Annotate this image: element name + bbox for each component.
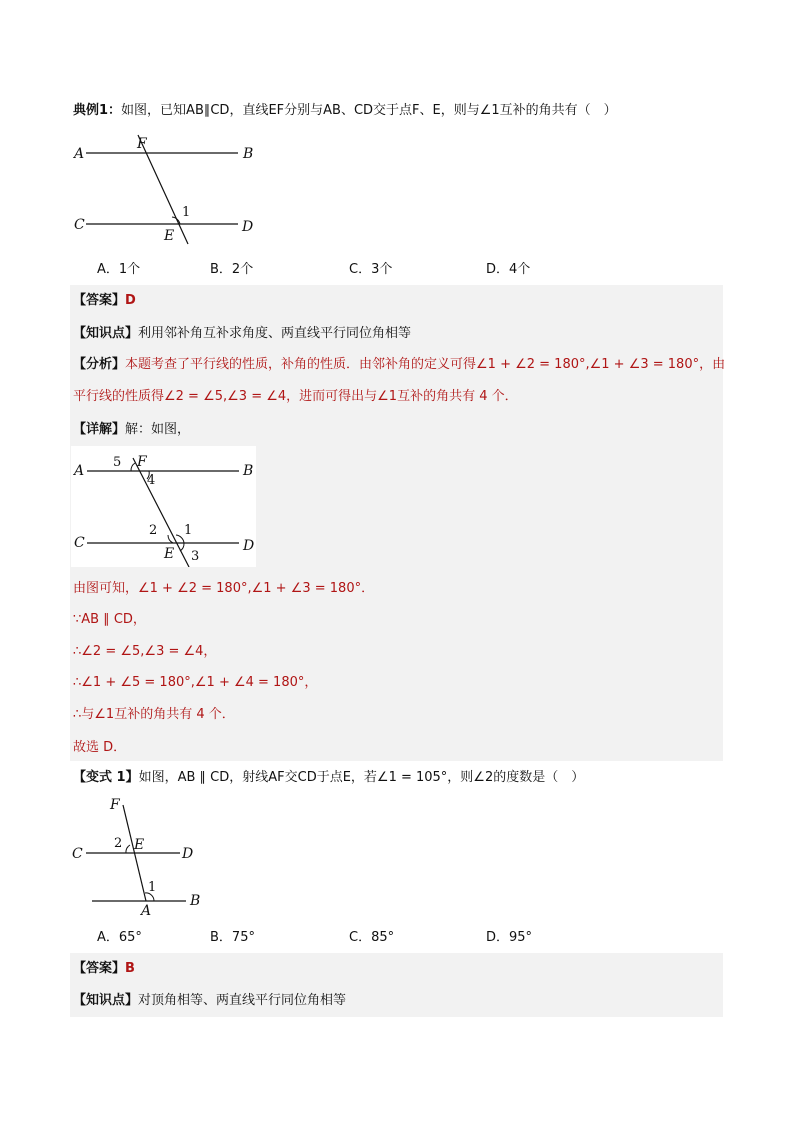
label-f: F (137, 136, 147, 152)
variant-label-b: B (190, 893, 201, 909)
detail-label-a: A (74, 463, 85, 479)
example1-option-c[interactable]: C．3个 (349, 262, 393, 277)
detail-tag: 【详解】 (73, 422, 126, 437)
example1-detail-figure (71, 446, 256, 567)
variant1-option-d[interactable]: D．95° (486, 930, 533, 945)
analysis-text-1: 本题考查了平行线的性质，补角的性质．由邻补角的定义可得∠1 + ∠2 = 180°,∠1 + ∠3 = 180°，由 (125, 357, 726, 372)
variant-num-2: 2 (114, 836, 123, 851)
detail-label-f: F (137, 454, 147, 470)
label-a: A (74, 146, 85, 162)
detail-line-3: ∴∠2 = ∠5,∠3 = ∠4， (73, 644, 217, 659)
example1-detail-line (73, 421, 190, 439)
variant1-question-line (73, 769, 584, 787)
detail-label-b: B (243, 463, 254, 479)
detail-num-1: 1 (184, 523, 193, 538)
variant1-knowledge-line (73, 992, 346, 1010)
variant-arc-2 (126, 845, 130, 853)
example1-analysis-line1 (73, 356, 725, 374)
variant-label-c: C (72, 846, 83, 862)
label-b: B (243, 146, 254, 162)
answer-tag: 【答案】 (73, 293, 126, 308)
example1-knowledge-line (73, 325, 411, 343)
variant1-option-c[interactable]: C．85° (349, 930, 395, 945)
detail-line-5: ∴与∠1互补的角共有 4 个． (73, 707, 235, 722)
example1-option-b[interactable]: B．2个 (210, 262, 254, 277)
detail-num-4: 4 (147, 473, 156, 488)
detail-num-3: 3 (191, 549, 200, 564)
variant1-option-b[interactable]: B．75° (210, 930, 255, 945)
variant1-question: 如图，AB ∥ CD，射线AF交CD于点E，若∠1 = 105°，则∠2的度数是（ ） (138, 770, 585, 785)
analysis-tag: 【分析】 (73, 357, 126, 372)
variant-label-d: D (182, 846, 194, 862)
label-d: D (242, 219, 254, 235)
label-e: E (164, 228, 175, 244)
variant1-option-a[interactable]: A．65° (97, 930, 142, 945)
detail-line-1: 由图可知，∠1 + ∠2 = 180°,∠1 + ∠3 = 180°． (73, 581, 375, 596)
variant1-knowledge-tag: 【知识点】 (73, 993, 139, 1008)
detail-label-d: D (243, 538, 255, 554)
variant1-figure (70, 795, 210, 920)
variant1-label: 【变式 1】 (73, 770, 139, 785)
detail-num-5: 5 (113, 455, 122, 470)
knowledge-tag: 【知识点】 (73, 326, 139, 341)
example1-answer-line (73, 292, 136, 310)
answer-value: D (125, 293, 136, 308)
variant-label-e: E (134, 837, 145, 853)
example1-question: 如图，已知AB∥CD，直线EF分别与AB、CD交于点F、E，则与∠1互补的角共有（ ） (121, 103, 617, 118)
variant-num-1: 1 (148, 880, 157, 895)
detail-line-2: ∵AB ∥ CD， (73, 612, 146, 627)
variant-label-f: F (110, 797, 120, 813)
variant-label-a: A (141, 903, 152, 919)
conclusion-line: 故选 D． (73, 740, 127, 755)
variant1-answer-line (73, 960, 135, 978)
variant1-answer-value: B (125, 961, 135, 976)
label-c: C (74, 217, 85, 233)
detail-num-2: 2 (149, 523, 158, 538)
variant1-knowledge-text: 对顶角相等、两直线平行同位角相等 (138, 993, 347, 1008)
detail-label-e: E (164, 546, 175, 562)
detail-label-c: C (74, 535, 85, 551)
example1-option-d[interactable]: D．4个 (486, 262, 531, 277)
example1-option-a[interactable]: A．1个 (97, 262, 141, 277)
detail-line-4: ∴∠1 + ∠5 = 180°,∠1 + ∠4 = 180°， (73, 675, 318, 690)
knowledge-text: 利用邻补角互补求角度、两直线平行同位角相等 (138, 326, 412, 341)
label-angle1: 1 (182, 205, 191, 220)
example1-label: 典例1： (73, 103, 122, 118)
example1-analysis-line2: 平行线的性质得∠2 = ∠5,∠3 = ∠4，进而可得出与∠1互补的角共有 4 个． (73, 389, 518, 404)
example1-figure (70, 130, 270, 248)
variant1-answer-tag: 【答案】 (73, 961, 126, 976)
detail-intro: 解：如图， (125, 422, 191, 437)
example1-question-line (73, 102, 617, 120)
